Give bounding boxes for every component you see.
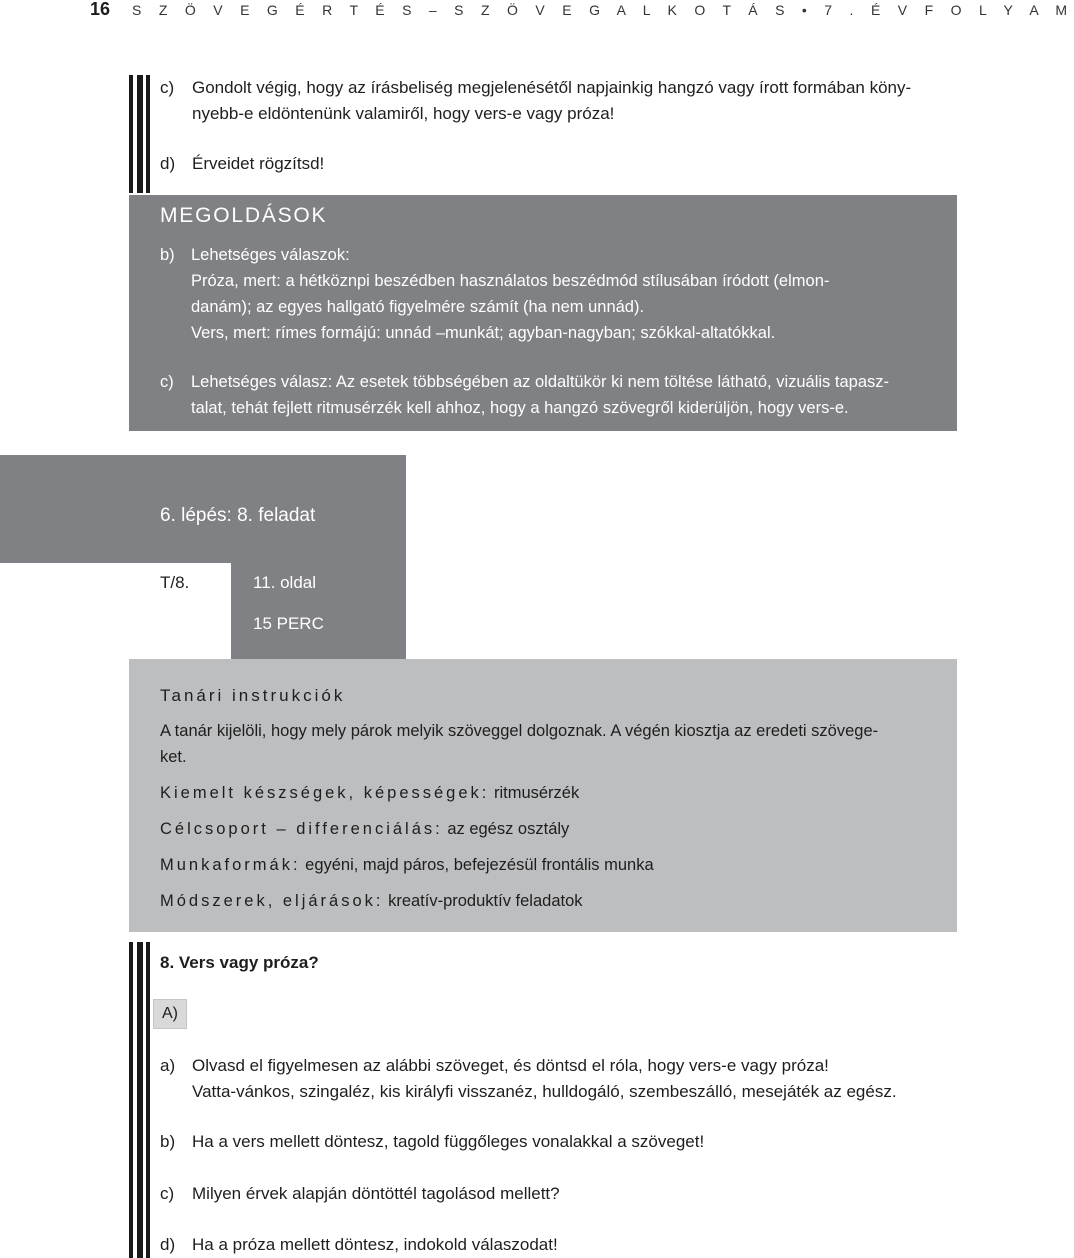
question-text-line: Érveidet rögzítsd! bbox=[192, 154, 325, 173]
teacher-row-key: Módszerek, eljárások: bbox=[160, 892, 384, 910]
teacher-row-value: egyéni, majd páros, befejezésül frontális munka bbox=[305, 856, 654, 874]
task-item-text-line: Olvasd el figyelmesen az alábbi szöveget, és döntsd el róla, hogy vers-e vagy próza! bbox=[192, 1056, 829, 1075]
teacher-row-workforms bbox=[160, 856, 654, 875]
solution-text-line: danám); az egyes hallgató figyelmére számít (ha nem unnád). bbox=[191, 298, 645, 316]
solution-label: c) bbox=[160, 373, 174, 391]
task-item-label: a) bbox=[160, 1056, 176, 1075]
task-item-text-line: Ha a vers mellett döntesz, tagold függőleges vonalakkal a szöveget! bbox=[192, 1132, 705, 1151]
page-reference: 11. oldal bbox=[253, 573, 317, 592]
task-title: 8. Vers vagy próza? bbox=[160, 953, 319, 972]
question-d bbox=[160, 151, 860, 177]
task-item-text-line: Milyen érvek alapján döntöttél tagolásod mellett? bbox=[192, 1184, 560, 1203]
solution-c bbox=[160, 369, 950, 421]
task-item-label: b) bbox=[160, 1132, 176, 1151]
task-item-b bbox=[160, 1129, 950, 1155]
teacher-row-value: kreatív-produktív feladatok bbox=[388, 892, 583, 910]
solution-text-line: talat, tehát fejlett ritmusérzék kell ahhoz, hogy a hangzó szövegről kiderüljön, hogy vers-e. bbox=[191, 399, 849, 417]
solutions-title: MEGOLDÁSOK bbox=[160, 204, 328, 227]
teacher-row-value: ritmusérzék bbox=[493, 784, 580, 802]
solution-label: b) bbox=[160, 246, 175, 264]
question-label: c) bbox=[160, 78, 175, 97]
teacher-row-key: Kiemelt készségek, képességek: bbox=[160, 784, 490, 802]
task-item-a bbox=[160, 1053, 950, 1105]
solution-b bbox=[160, 242, 950, 346]
part-label-box: A) bbox=[153, 999, 187, 1029]
solution-text-line: Lehetséges válasz: Az esetek többségében az oldaltükör ki nem töltése látható, vizuális tapasz- bbox=[191, 373, 889, 391]
teacher-text-line: ket. bbox=[160, 748, 187, 766]
task-item-text-line: Ha a próza mellett döntesz, indokold válaszodat! bbox=[192, 1235, 558, 1254]
teacher-heading: Tanári instrukciók bbox=[160, 686, 346, 705]
running-header: S Z Ö V E G É R T É S – S Z Ö V E G A L K O T Á S • 7 . É V F O L Y A M bbox=[132, 2, 1074, 18]
teacher-row-key: Munkaformák: bbox=[160, 856, 301, 874]
solution-text-line: Vers, mert: rímes formájú: unnád –munkát; agyban-nagyban; szókkal-altatókkal. bbox=[191, 324, 776, 342]
task-item-label: c) bbox=[160, 1184, 175, 1203]
teacher-row-key: Célcsoport – differenciálás: bbox=[160, 820, 443, 838]
question-label: d) bbox=[160, 154, 176, 173]
task-item-text-line: Vatta-vánkos, szingaléz, kis királyfi visszanéz, hulldogáló, szembeszálló, mesejáték az egész. bbox=[192, 1082, 897, 1101]
duration: 15 PERC bbox=[253, 614, 324, 633]
solution-text-line: Lehetséges válaszok: bbox=[191, 246, 350, 264]
question-text-line: Gondolt végig, hogy az írásbeliség megjelenésétől napjainkig hangzó vagy írott formában köny- bbox=[192, 78, 912, 97]
teacher-row-methods bbox=[160, 892, 583, 911]
teacher-row-value: az egész osztály bbox=[447, 820, 570, 838]
task-item-label: d) bbox=[160, 1235, 176, 1254]
step-label: 6. lépés: 8. feladat bbox=[160, 505, 316, 526]
teacher-row-skills bbox=[160, 784, 579, 803]
teacher-text-line: A tanár kijelöli, hogy mely párok melyik szöveggel dolgoznak. A végén kiosztja az eredeti szövege- bbox=[160, 722, 879, 740]
task-item-c bbox=[160, 1181, 950, 1207]
question-c bbox=[160, 75, 960, 127]
teacher-row-target bbox=[160, 820, 569, 839]
question-text-line: nyebb-e eldöntenünk valamiről, hogy vers-e vagy próza! bbox=[192, 104, 615, 123]
task-item-d bbox=[160, 1232, 950, 1258]
page-number: 16 bbox=[90, 0, 111, 19]
task-code: T/8. bbox=[160, 573, 190, 592]
solution-text-line: Próza, mert: a hétköznpi beszédben használatos beszédmód stílusában íródott (elmon- bbox=[191, 272, 830, 290]
